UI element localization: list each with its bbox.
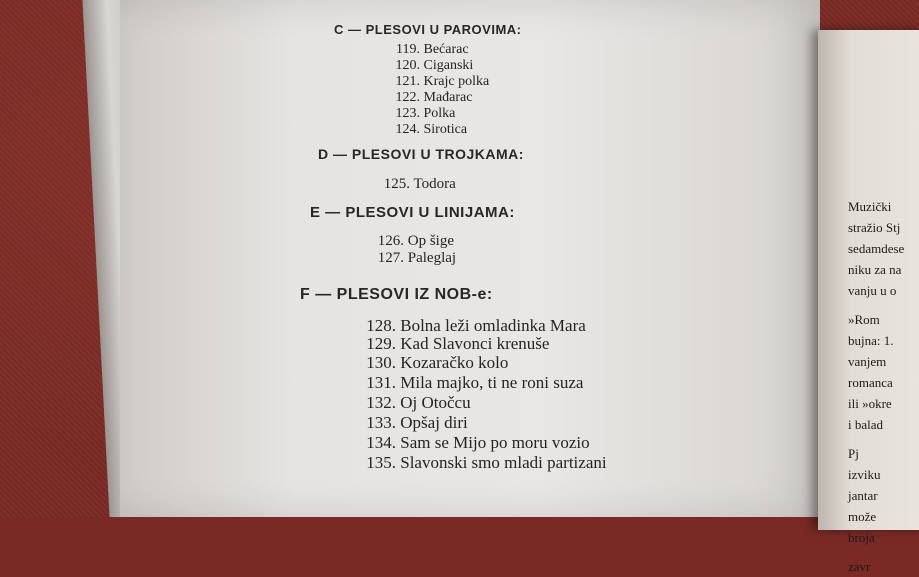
list-item [368,250,456,267]
item-number: 130. [366,353,396,372]
right-line: jantar [848,488,878,503]
right-line: vanjem [848,354,887,369]
item-title: Bolna leži omladinka Mara [400,316,586,335]
item-title: Oj Otočcu [400,393,471,412]
item-title: Krajc polka [423,74,490,89]
item-number: 126. [377,233,404,249]
item-number: 123. [395,106,420,121]
right-line: Muzički [848,199,892,214]
section-heading-e: E — PLESOVI U LINIJAMA: [310,204,515,221]
item-title: Mila majko, ti ne roni suza [400,373,584,392]
item-title: Kad Slavonci krenuše [400,334,550,353]
item-number: 125. [383,176,410,192]
list-item [356,453,607,473]
item-title: Kozaračko kolo [400,353,509,372]
right-line: romanca [848,375,893,390]
item-title: Todora [413,176,456,192]
right-line: zavr [848,559,871,574]
item-number: 119. [396,42,420,57]
item-title: Opšaj diri [400,413,468,432]
item-number: 131. [366,373,396,392]
list-item [388,90,472,106]
right-line: ili »okre [848,396,892,411]
right-line: niku za na [848,262,902,277]
item-number: 132. [366,393,396,412]
item-title: Ciganski [423,58,474,73]
section-heading-f: F — PLESOVI IZ NOB-e: [300,286,493,303]
list-item [376,176,456,193]
right-line: »Rom [848,312,880,327]
list-item [356,316,586,336]
list-item [356,393,471,413]
list-item [356,433,590,453]
list-item [356,353,508,373]
item-title: Sirotica [423,122,468,137]
list-item [356,373,583,393]
list-item [356,334,549,354]
right-line: izviku [848,467,881,482]
right-line: broja [848,530,875,545]
right-line: vanju u o [848,283,897,298]
list-item [388,42,469,58]
right-line: i balad [848,417,884,432]
right-line: bujna: 1. [848,333,894,348]
list-item [388,58,473,74]
right-line: stražio Stj [848,220,901,235]
section-heading-c: C — PLESOVI U PAROVIMA: [334,22,522,37]
section-heading-d: D — PLESOVI U TROJKAMA: [318,146,524,162]
list-item [368,233,454,250]
right-line: Pj [848,446,859,461]
item-title: Sam se Mijo po moru vozio [400,433,590,452]
item-title: Bećarac [423,42,469,57]
item-title: Slavonski smo mladi partizani [400,453,607,472]
item-title: Polka [423,106,456,121]
item-number: 127. [377,250,404,266]
item-title: Mađarac [423,90,473,105]
right-page-text [848,196,904,577]
list-item [356,413,468,433]
item-title: Paleglaj [407,250,457,266]
list-item [388,122,467,138]
list-item [388,106,455,122]
item-title: Op šige [407,233,454,249]
item-number: 135. [366,453,396,472]
item-number: 120. [395,58,420,73]
item-number: 133. [366,413,396,432]
list-item [388,74,489,90]
right-line: može [848,509,877,524]
item-number: 121. [395,74,420,89]
item-number: 124. [395,122,420,137]
item-number: 128. [366,316,396,335]
item-number: 122. [395,90,420,105]
item-number: 134. [366,433,396,452]
item-number: 129. [366,334,396,353]
right-line: sedamdese [848,241,905,256]
